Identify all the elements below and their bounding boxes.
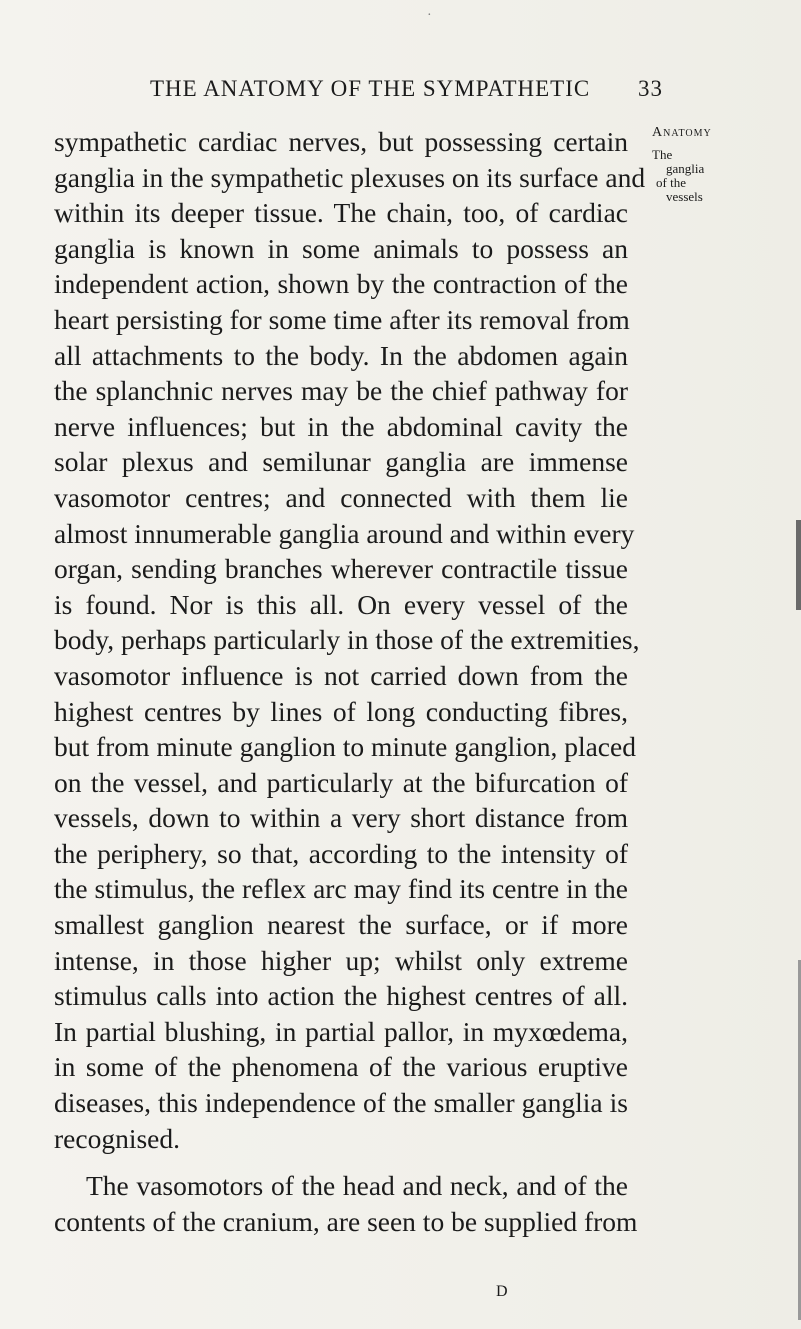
text-line: intense, in those higher up; whilst only extreme [54, 944, 628, 976]
text-line: recognised. [54, 1122, 180, 1154]
text-line: highest centres by lines of long conducting fibres, [54, 695, 628, 727]
text-line: vessels, down to within a very short distance from [54, 802, 628, 834]
running-head [150, 76, 670, 106]
text-line: nerve influences; but in the abdominal cavity the [54, 410, 628, 442]
text-line: In partial blushing, in partial pallor, in myxœdema, [54, 1015, 628, 1047]
text-line: but from minute ganglion to minute ganglion, placed [54, 731, 636, 763]
text-line: almost innumerable ganglia around and within every [54, 517, 635, 549]
margin-note-heading: Anatomy [652, 125, 712, 140]
paragraph-gap [54, 1156, 628, 1168]
body-text [54, 124, 646, 1239]
text-line: heart persisting for some time after its removal from [54, 303, 630, 335]
margin-note-line: of the [656, 175, 686, 190]
text-line: in some of the phenomena of the various eruptive [54, 1051, 628, 1083]
margin-note-line: The [652, 147, 673, 162]
page-number: 33 [638, 76, 663, 101]
text-line: all attachments to the body. In the abdomen again [54, 339, 628, 371]
text-line: ganglia in the sympathetic plexuses on its surface and [54, 161, 646, 193]
text-line: independent action, shown by the contraction of the [54, 268, 628, 300]
margin-note-line: vessels [666, 189, 703, 204]
paragraph-2 [54, 1168, 638, 1239]
text-line: the splanchnic nerves may be the chief pathway for [54, 375, 628, 407]
text-line: The vasomotors of the head and neck, and of the [86, 1170, 628, 1202]
signature-mark: D [496, 1283, 508, 1300]
page-edge-shadow [796, 520, 801, 610]
text-line: the stimulus, the reflex arc may find its centre in the [54, 873, 628, 905]
text-line: within its deeper tissue. The chain, too, of cardiac [54, 197, 628, 229]
margin-note [652, 126, 762, 204]
text-line: smallest ganglion nearest the surface, or if more [54, 909, 628, 941]
text-line: solar plexus and semilunar ganglia are immense [54, 446, 628, 478]
text-line: stimulus calls into action the highest centres of all. [54, 980, 628, 1012]
text-line: organ, sending branches wherever contractile tissue [54, 553, 628, 585]
running-title: THE ANATOMY OF THE SYMPATHETIC [150, 76, 591, 101]
text-line: sympathetic cardiac nerves, but possessing certain [54, 126, 628, 157]
text-line: vasomotor centres; and connected with them lie [54, 481, 628, 513]
text-line: the periphery, so that, according to the intensity of [54, 837, 628, 869]
paragraph-1 [54, 124, 646, 1156]
text-line: is found. Nor is this all. On every vessel of the [54, 588, 628, 620]
text-line: on the vessel, and particularly at the bifurcation of [54, 766, 628, 798]
text-line: body, perhaps particularly in those of the extremities, [54, 624, 640, 656]
text-line: vasomotor influence is not carried down from the [54, 659, 628, 691]
text-line: diseases, this independence of the smaller ganglia is [54, 1087, 628, 1119]
margin-note-line: ganglia [666, 161, 705, 176]
page-speck: · [427, 8, 432, 23]
text-line: ganglia is known in some animals to possess an [54, 232, 628, 264]
text-line: contents of the cranium, are seen to be supplied from [54, 1205, 638, 1237]
